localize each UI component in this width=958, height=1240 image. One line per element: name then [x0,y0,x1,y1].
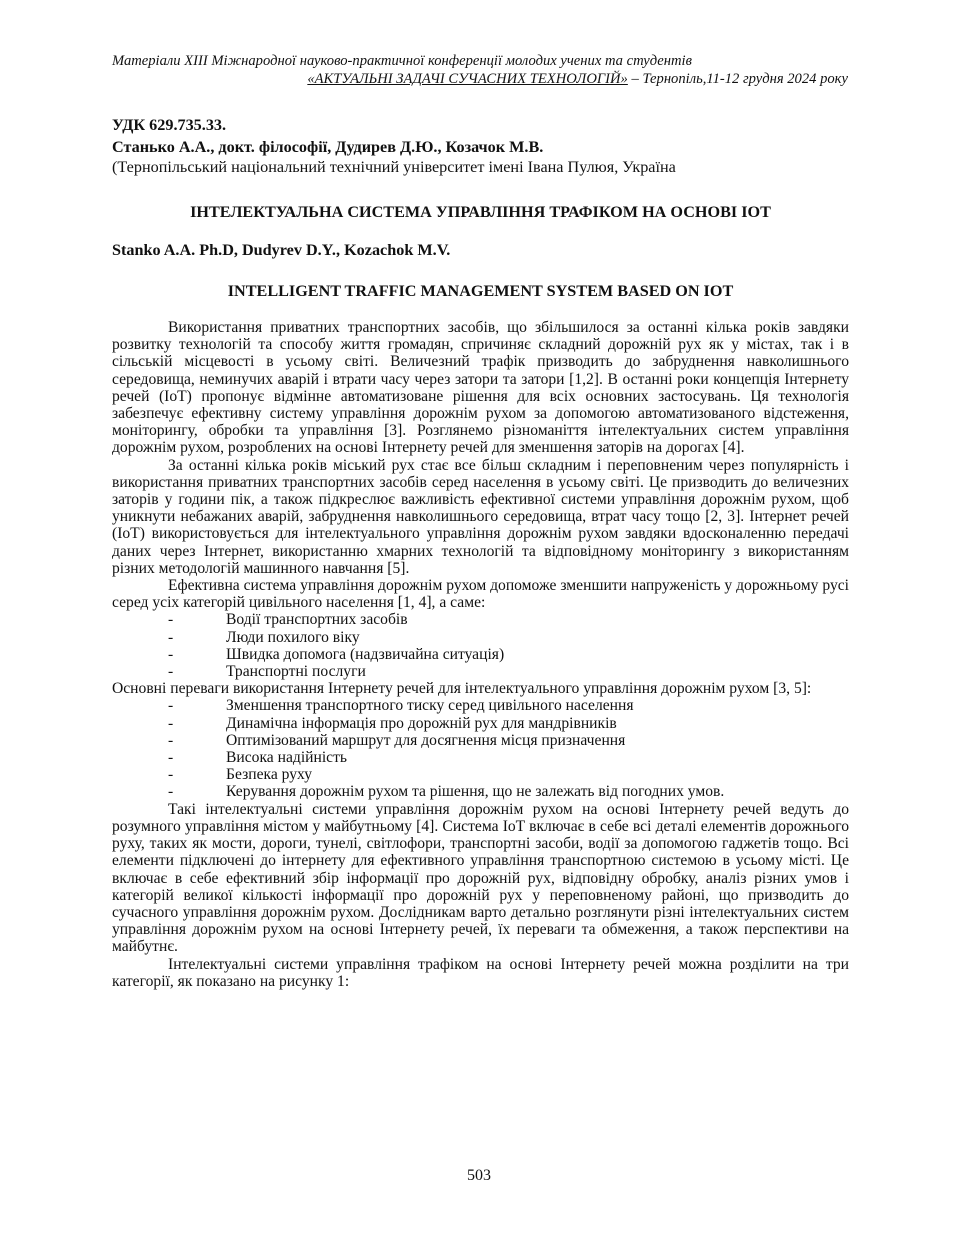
list-item-text: Оптимізований маршрут для досягнення місця призначення [226,731,626,749]
list-dash: - [168,628,174,646]
list-dash: - [168,783,174,801]
paragraph: За останні кілька років міський рух стає все більш складним і переповненим через популярність і використання приватних транспортних засобів серед населення в усьому світі. Це призводить до величезних заторів у години пік, а також підкреслює важливість ефективної системи управління дорожнім рухом, щоб уникнути небажаних аварій, забруднення навколишнього середовища, втрат часу тощо [2, 3]. Інтернет речей (IoT) використовується для інтелектуального управління дорожнім рухом завдяки вдосконаленню передачі даних через Інтернет, використанню хмарних технологій та відповідному моніторингу з використанням різних методологій машинного навчання [5]. [112,456,849,577]
list-dash: - [168,749,174,767]
paragraph: Використання приватних транспортних засобів, що збільшилося за останні кілька років завдяки розвитку технологій та способу життя громадян, спричиняє складний дорожній рух як у містах, так і в сільській місцевості в усьому світі. Величезний трафік призводить до забруднення навколишнього середовища, неминучих аварій і втрати часу через затори та затори [1,2]. В останні роки концепція Інтернету речей (IoT) пропонує відмінне автоматизоване рішення для всіх основних застосувань. Ця технологія забезпечує ефективну систему управління дорожнім рухом за допомогою автоматизованого відстеження, моніторингу, обробки та управління [3]. Розглянемо різноманіття інтелектуальних систем управління дорожнім рухом, розроблених на основі Інтернету речей для зменшення заторів на дорогах [4]. [112,319,849,457]
list-dash: - [168,714,174,732]
conference-place-date: – Тернопіль,11-12 грудня 2024 року [627,71,848,87]
authors-english: Stanko A.A. Ph.D, Dudyrev D.Y., Kozachok M.V. [112,241,451,259]
list-item-text: Люди похилого віку [226,628,360,646]
list-dash: - [168,645,174,663]
paragraph: Такі інтелектуальні системи управління дорожнім рухом на основі Інтернету речей ведуть до розумного управління містом у майбутньому [4]. Система IoT включає в себе всі деталі елементів дорожнього руху, таких як мости, дороги, тунелі, світлофори, транспортні засоби, водії за допомогою гаджетів тощо. Всі елементи підключені до інтернету для ефективного управління транспортною системою в усьому місті. Це включає в себе ефективний збір інформації про дорожній рух, відповідну обробку, аналіз різних умов і категорій великої кількості інформації про дорожній рух у переповненому районі, що призводить до сучасного управління дорожнім рухом. Дослідникам варто детально розглянути різні інтелектуальних систем управління дорожнім рухом на основі Інтернету речей, їх переваги та обмеження, а також перспективи на майбутнє. [112,800,849,956]
list-dash: - [168,766,174,784]
list-item-text: Безпека руху [226,766,313,784]
authors-ukrainian: Станько А.А., докт. філософії, Дудирев Д.Ю., Козачок М.В. [112,138,544,156]
title-ukrainian: ІНТЕЛЕКТУАЛЬНА СИСТЕМА УПРАВЛІННЯ ТРАФІКОМ НА ОСНОВІ ІОТ [190,203,771,221]
list-item [112,611,849,628]
affiliation: (Тернопільський національний технічний університет імені Івана Пулюя, Україна [112,158,676,176]
list-item-text: Керування дорожнім рухом та рішення, що не залежать від погодних умов. [226,783,725,801]
udk-code: УДК 629.735.33. [112,116,227,134]
list-item-text: Транспортні послуги [226,663,366,681]
advantages-list [112,697,849,800]
list-item [112,783,849,800]
list-item [112,766,849,783]
list-dash: - [168,731,174,749]
population-categories-list [112,611,849,680]
article-body [112,319,849,990]
list-item [112,697,849,714]
list-item [112,646,849,663]
list-item-text: Динамічна інформація про дорожній рух для мандрівників [226,714,617,732]
page-number: 503 [467,1167,491,1184]
list-dash: - [168,611,174,629]
list-item [112,732,849,749]
running-header-line1: Матеріали XIII Міжнародної науково-практичної конференції молодих учених та студентів [112,53,692,69]
list-item [112,715,849,732]
list-item-text: Висока надійність [226,749,348,767]
list-item [112,629,849,646]
list-item-text: Швидка допомога (надзвичайна ситуація) [226,645,505,663]
paragraph: Інтелектуальні системи управління трафіком на основі Інтернету речей можна розділити на три категорії, як показано на рисунку 1: [112,955,849,990]
paragraph: Ефективна система управління дорожнім рухом допоможе зменшити напруженість у дорожньому русі серед усіх категорій цивільного населення [1, 4], а саме: [112,577,849,612]
list-item-text: Зменшення транспортного тиску серед цивільного населення [226,697,634,715]
list-item-text: Водії транспортних засобів [226,611,408,629]
running-header-line2 [112,71,848,88]
list-dash: - [168,663,174,681]
conference-name: «АКТУАЛЬНІ ЗАДАЧІ СУЧАСНИХ ТЕХНОЛОГІЙ» [307,71,628,87]
paragraph: Основні переваги використання Інтернету речей для інтелектуального управління дорожнім рухом [3, 5]: [112,680,812,698]
list-item [112,663,849,680]
list-item [112,749,849,766]
title-english: INTELLIGENT TRAFFIC MANAGEMENT SYSTEM BASED ON IOT [227,282,734,300]
list-dash: - [168,697,174,715]
